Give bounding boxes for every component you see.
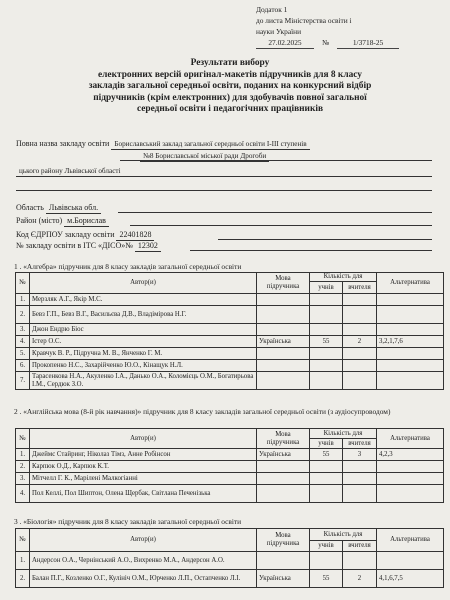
its-label: № закладу освіти в ІТС «ДІСО»№ — [16, 241, 133, 250]
row-num: 2. — [16, 306, 30, 324]
oblast-value: Львівська обл. — [46, 203, 101, 214]
row-students[interactable] — [310, 306, 343, 324]
table-biology — [15, 528, 444, 588]
table-row — [16, 324, 444, 336]
row-students[interactable]: 55 — [310, 336, 343, 348]
table-row — [16, 372, 444, 390]
row-students[interactable]: 55 — [310, 449, 343, 461]
header-author: Автор(и) — [30, 273, 257, 294]
row-num: 1. — [16, 449, 30, 461]
edrpou-label: Код ЄДРПОУ закладу освіти — [16, 230, 115, 239]
section-2-title: 2 . «Англійська мова (8-й рік навчання)» підручник для 8 класу закладів загальної середньої освіти (з аудіосупроводом) — [14, 407, 391, 416]
row-alt[interactable] — [377, 552, 444, 570]
section-1-title: 1 . «Алгебра» підручник для 8 класу закладів загальної середньої освіти — [14, 262, 242, 271]
row-lang[interactable]: Українська — [257, 449, 310, 461]
row-teachers[interactable] — [343, 485, 377, 503]
table-row — [16, 306, 444, 324]
header-author: Автор(и) — [30, 529, 257, 552]
table-row — [16, 552, 444, 570]
row-author: Балан П.Г., Козленко О.Г., Кулініч О.М., Юрченко Л.П., Остапченко Л.І. — [30, 570, 257, 588]
row-alt[interactable] — [377, 372, 444, 390]
row-alt[interactable]: 4,1,6,7,5 — [377, 570, 444, 588]
header-teachers: вчителя — [343, 541, 377, 552]
row-author: Джеймс Стайринг, Ніколаз Тімз, Анне Робінсон — [30, 449, 257, 461]
header-students: учнів — [310, 541, 343, 552]
table-row — [16, 449, 444, 461]
district-value: м.Борислав — [64, 216, 109, 227]
edrpou-value: 22401828 — [116, 230, 154, 241]
row-lang[interactable] — [257, 461, 310, 473]
row-alt[interactable] — [377, 294, 444, 306]
row-num: 4. — [16, 485, 30, 503]
its-underline — [190, 250, 432, 251]
row-teachers[interactable] — [343, 348, 377, 360]
header-alt: Альтернатива — [377, 273, 444, 294]
row-students[interactable] — [310, 552, 343, 570]
row-lang[interactable]: Українська — [257, 570, 310, 588]
header-qty: Кількість для — [310, 429, 377, 439]
row-alt[interactable] — [377, 360, 444, 372]
title-line-2: електронних версій оригінал-макетів підручників для 8 класу — [97, 69, 362, 80]
row-teachers[interactable] — [343, 306, 377, 324]
table-row — [16, 294, 444, 306]
row-teachers[interactable] — [343, 372, 377, 390]
school-name-value-1: Бориславський заклад загальної середньої освіти І-ІІІ ступенів — [111, 139, 309, 150]
row-lang[interactable] — [257, 372, 310, 390]
header-qty: Кількість для — [310, 273, 377, 282]
table-row — [16, 348, 444, 360]
row-teachers[interactable]: 3 — [343, 449, 377, 461]
header-alt: Альтернатива — [377, 529, 444, 552]
annex-line-2: до листа Міністерства освіти і — [256, 16, 352, 25]
row-students[interactable] — [310, 348, 343, 360]
table-row — [16, 473, 444, 485]
annex-date-row — [256, 37, 446, 49]
row-students[interactable] — [310, 372, 343, 390]
annex-block — [256, 4, 446, 49]
school-name-field — [16, 139, 432, 150]
header-author: Автор(и) — [30, 429, 257, 449]
header-students: учнів — [310, 439, 343, 449]
row-num: 3. — [16, 473, 30, 485]
table-row — [16, 336, 444, 348]
row-author: Карпюк О.Д., Карпюк К.Т. — [30, 461, 257, 473]
row-author: Бевз Г.П., Бевз В.Г., Васильєва Д.В., Владімірова Н.Г. — [30, 306, 257, 324]
title-line-5: середньої освіти і педагогічних працівників — [136, 104, 324, 115]
header-lang: Мова підручника — [257, 429, 310, 449]
header-teachers: вчителя — [343, 282, 377, 294]
row-alt[interactable] — [377, 473, 444, 485]
table-row — [16, 360, 444, 372]
table-english — [15, 428, 444, 503]
row-teachers[interactable] — [343, 360, 377, 372]
oblast-underline — [118, 212, 432, 213]
document-title — [20, 58, 440, 116]
header-lang: Мова підручника — [257, 273, 310, 294]
district-underline — [130, 225, 432, 226]
row-students[interactable] — [310, 461, 343, 473]
row-alt[interactable] — [377, 324, 444, 336]
school-name-value-3: цького району Львівської області — [16, 166, 124, 177]
row-author: Мерзляк А.Г., Якір М.С. — [30, 294, 257, 306]
row-teachers[interactable] — [343, 294, 377, 306]
header-students: учнів — [310, 282, 343, 294]
row-author: Прокопенко Н.С., Захарійченко Ю.О., Кінащук Н.Л. — [30, 360, 257, 372]
row-alt[interactable] — [377, 306, 444, 324]
row-num: 5. — [16, 348, 30, 360]
row-teachers[interactable] — [343, 461, 377, 473]
header-num: № — [16, 529, 30, 552]
oblast-label: Область — [16, 203, 44, 212]
school-underline-2 — [120, 160, 432, 161]
row-lang[interactable] — [257, 473, 310, 485]
header-alt: Альтернатива — [377, 429, 444, 449]
row-lang[interactable] — [257, 324, 310, 336]
row-lang[interactable] — [257, 294, 310, 306]
row-teachers[interactable]: 2 — [343, 570, 377, 588]
row-author: Кравчук В. Р., Підручна М. В., Янченко Г. М. — [30, 348, 257, 360]
row-alt[interactable] — [377, 348, 444, 360]
annex-number-sign: № — [322, 38, 330, 47]
row-alt[interactable] — [377, 485, 444, 503]
annex-date: 27.02.2025 — [256, 37, 314, 49]
school-name-label: Повна назва закладу освіти — [16, 139, 110, 148]
row-lang[interactable] — [257, 306, 310, 324]
row-author: Мітчелл Г. К., Марілені Малкогіанні — [30, 473, 257, 485]
edrpou-underline — [218, 239, 432, 240]
row-author: Тарасенкова Н.А., Акуленко І.А., Данько О.А., Коломієць О.М., Богатирьова І.М., Сердюк З.О. — [30, 372, 257, 390]
row-num: 1. — [16, 294, 30, 306]
table-algebra — [15, 272, 444, 390]
table-row — [16, 570, 444, 588]
district-label: Район (місто) — [16, 216, 63, 225]
section-3-title: 3 . «Біологія» підручник для 8 класу закладів загальної середньої освіти — [14, 517, 242, 526]
row-author: Істер О.С. — [30, 336, 257, 348]
row-teachers[interactable]: 2 — [343, 336, 377, 348]
title-line-1: Результати вибору — [190, 58, 270, 68]
row-students[interactable] — [310, 485, 343, 503]
school-name-value-2: №8 Бориславської міської ради Дрогоби — [140, 151, 269, 162]
row-num: 2. — [16, 570, 30, 588]
row-students[interactable] — [310, 473, 343, 485]
header-lang: Мова підручника — [257, 529, 310, 552]
header-num: № — [16, 273, 30, 294]
row-lang[interactable] — [257, 360, 310, 372]
row-teachers[interactable] — [343, 473, 377, 485]
row-num: 4. — [16, 336, 30, 348]
row-lang[interactable] — [257, 552, 310, 570]
table-row — [16, 485, 444, 503]
row-alt[interactable]: 3,2,1,7,6 — [377, 336, 444, 348]
row-alt[interactable] — [377, 461, 444, 473]
header-qty: Кількість для — [310, 529, 377, 541]
row-students[interactable]: 55 — [310, 570, 343, 588]
row-lang[interactable]: Українська — [257, 336, 310, 348]
row-author: Андерсон О.А., Чернінський А.О., Вихренко М.А., Андерсон А.О. — [30, 552, 257, 570]
table-row — [16, 461, 444, 473]
row-num: 6. — [16, 360, 30, 372]
row-num: 3. — [16, 324, 30, 336]
row-alt[interactable]: 4,2,3 — [377, 449, 444, 461]
row-students[interactable] — [310, 324, 343, 336]
row-teachers[interactable] — [343, 552, 377, 570]
row-author: Джон Ендрю Біос — [30, 324, 257, 336]
header-teachers: вчителя — [343, 439, 377, 449]
row-num: 1. — [16, 552, 30, 570]
title-line-3: закладів загальної середньої освіти, поданих на конкурсний відбір — [88, 81, 372, 92]
annex-number: 1/3718-25 — [337, 37, 399, 49]
row-students[interactable] — [310, 360, 343, 372]
school-underline-3 — [16, 176, 432, 177]
row-teachers[interactable] — [343, 324, 377, 336]
row-lang[interactable] — [257, 348, 310, 360]
title-line-4: підручників (крім електронних) для здобувачів повної загальної — [93, 92, 367, 103]
annex-line-1: Додаток 1 — [256, 5, 288, 14]
row-author: Пол Келлі, Пол Шиптон, Олена Щербак, Світлана Печенізька — [30, 485, 257, 503]
blank-underline — [16, 190, 432, 191]
its-value: 12302 — [135, 241, 161, 252]
row-students[interactable] — [310, 294, 343, 306]
annex-line-3: науки України — [256, 27, 302, 36]
row-num: 2. — [16, 461, 30, 473]
header-num: № — [16, 429, 30, 449]
row-num: 7. — [16, 372, 30, 390]
row-lang[interactable] — [257, 485, 310, 503]
